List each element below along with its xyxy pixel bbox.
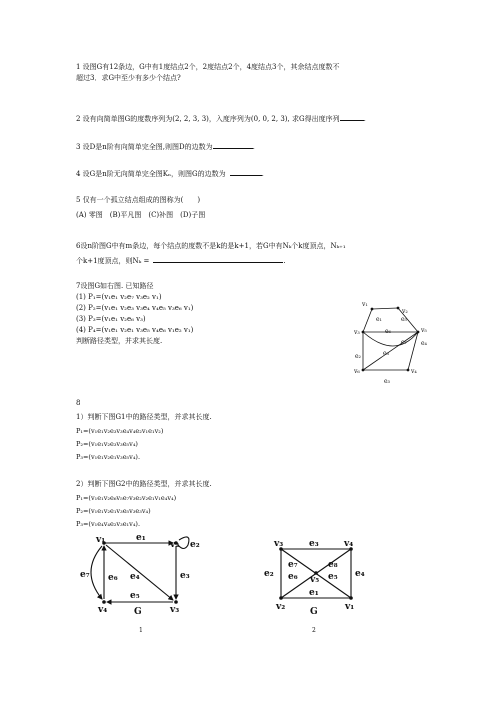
q7-path-1: (1) P₁=(v₁e₁ v₂e₇ v₃e₂ v₁) [76,293,162,301]
q7-label-e8: e₈ [383,350,389,357]
q7-label-v4: v₄ [411,368,417,375]
g2-label-e8: e₈ [328,560,338,570]
g1-label-e4: e₄ [130,572,140,582]
g1-name: G [134,607,142,617]
g1-label-e5: e₅ [130,591,140,601]
g1-label-v2: v₂ [170,540,180,550]
q8-part2-path-1: P₁=(v₁e₁v₂e₆v₅e₇v₃e₂v₂e₁v₁e₄v₄) [76,494,177,502]
q8-part2-path-3: P₃=(v₁e₄v₄e₂v₃e₁v₄). [76,520,141,528]
q7-path-2: (2) P₂=(v₁e₁ v₂e₃ v₃e₄ v₄e₅ v₃e₆ v₁) [76,304,194,312]
q8-part2-title: 2）判断下图G2中的路径类型，并求其长度. [76,480,212,488]
g1-subscript: 1 [139,627,143,634]
g2-label-v1: v₁ [345,602,355,612]
q7-label-v5: v₅ [421,327,427,334]
q7-label-e3: e₃ [384,378,390,385]
g1-label-e2: e₂ [190,540,200,550]
g1-label-v3: v₃ [170,605,180,615]
q1-line2: 超过3．求G中至少有多少个结点? [76,74,181,82]
q8-number: 8 [76,399,81,407]
q7-label-v2: v₂ [402,308,408,315]
g2-label-e7: e₇ [288,560,298,570]
q4-question: 4 设G是n阶无向简单完全图Kₙ，则图G的边数为 [76,170,226,178]
q8-part1-title: 1）判断下图G1中的路径类型，并求其长度. [76,413,212,421]
q7-label-e1: e₁ [376,316,382,323]
g1-label-e7: e₇ [80,570,90,580]
g2-label-e2: e₂ [264,569,274,579]
q7-label-e7: e₇ [401,339,407,346]
g2-node-v1 [349,596,353,600]
q7-label-v6: v₆ [354,368,360,375]
q7-label-v3: v₃ [354,329,360,336]
g2-label-e5: e₅ [328,572,338,582]
g2-label-v3: v₃ [274,539,284,549]
g1-label-e3: e₃ [180,571,190,581]
g2-label-e6: e₆ [288,572,298,582]
q4-tail: . [261,170,264,178]
g1-label-e6: e₆ [108,573,118,583]
q5-text: 5 仅有一个孤立结点组成的图称为( ) [76,196,201,204]
q7-path-4: (4) P₄=(v₁e₁ v₂e₁ v₃e₅ v₄e₆ v₁e₂ v₁) [76,326,194,334]
q2-tail: . [363,115,366,123]
g2-subscript: 2 [312,627,316,634]
g2-label-e3: e₃ [309,539,319,549]
g1-label-v4: v₄ [98,605,108,615]
q7-ask: 判断路径类型，并求其长度. [76,337,163,345]
q5-options: (A) 零图 (B)平凡图 (C)补图 (D)子图 [76,211,206,219]
g2-label-v4: v₄ [344,539,354,549]
q7-label-e4: e₄ [421,340,427,347]
q3-tail: . [252,143,255,151]
q3-question: 3 设D是n阶有向简单完全图,则图D的边数为 [76,143,213,151]
q7-label-e2: e₂ [355,353,361,360]
q6-tail: . [283,257,286,265]
g2-label-e4: e₄ [355,569,365,579]
g2-node-v2 [279,596,283,600]
q1-line1: 1 设图G有12条边，G中有1度结点2个，2度结点2个，4度结点3个，其余结点度数不 [76,63,340,71]
g1-label-e1: e₁ [136,533,146,543]
g1-label-v1: v₁ [96,535,106,545]
q7-label-e5: e₅ [401,316,407,323]
g2-label-v2: v₂ [276,602,286,612]
q7-label-e6: e₆ [385,328,391,335]
q8-part1-path-2: P₂=(v₁e₁v₂e₃v₃e₅v₄) [76,440,138,448]
q8-part1-path-3: P₃=(v₁e₁v₂e₁v₃e₅v₄). [76,453,141,461]
g2-name: G [310,607,318,617]
q7-label-v1: v₁ [362,301,368,308]
q6-line2: 个k+1度顶点，则Nₖ = [76,257,150,265]
q7-title: 7设图G如右图. 已知路径 [76,282,154,290]
q6-line1: 6设n阶图G中有m条边，每个结点的度数不是k的是k+1，若G中有Nₖ个k度顶点，Nₖ₊₁ [76,242,346,250]
q8-part2-path-2: P₂=(v₁e₁v₂e₁v₃e₅v₃e₃v₄) [76,507,151,515]
q8-part1-path-1: P₁=(v₁e₁v₂e₃v₃e₄v₄e₂v₁e₁v₂) [76,427,164,435]
g2-label-v5: v₅ [310,575,320,585]
g2-label-e1: e₁ [309,588,319,598]
q7-path-3: (3) P₃=(v₁e₁ v₂e₆ v₃) [76,315,146,323]
q2-question: 2 设有向简单图G的度数序列为(2, 2, 3, 3)，入度序列为(0, 0, 2, 3), 求G得出度序列 [76,115,340,123]
